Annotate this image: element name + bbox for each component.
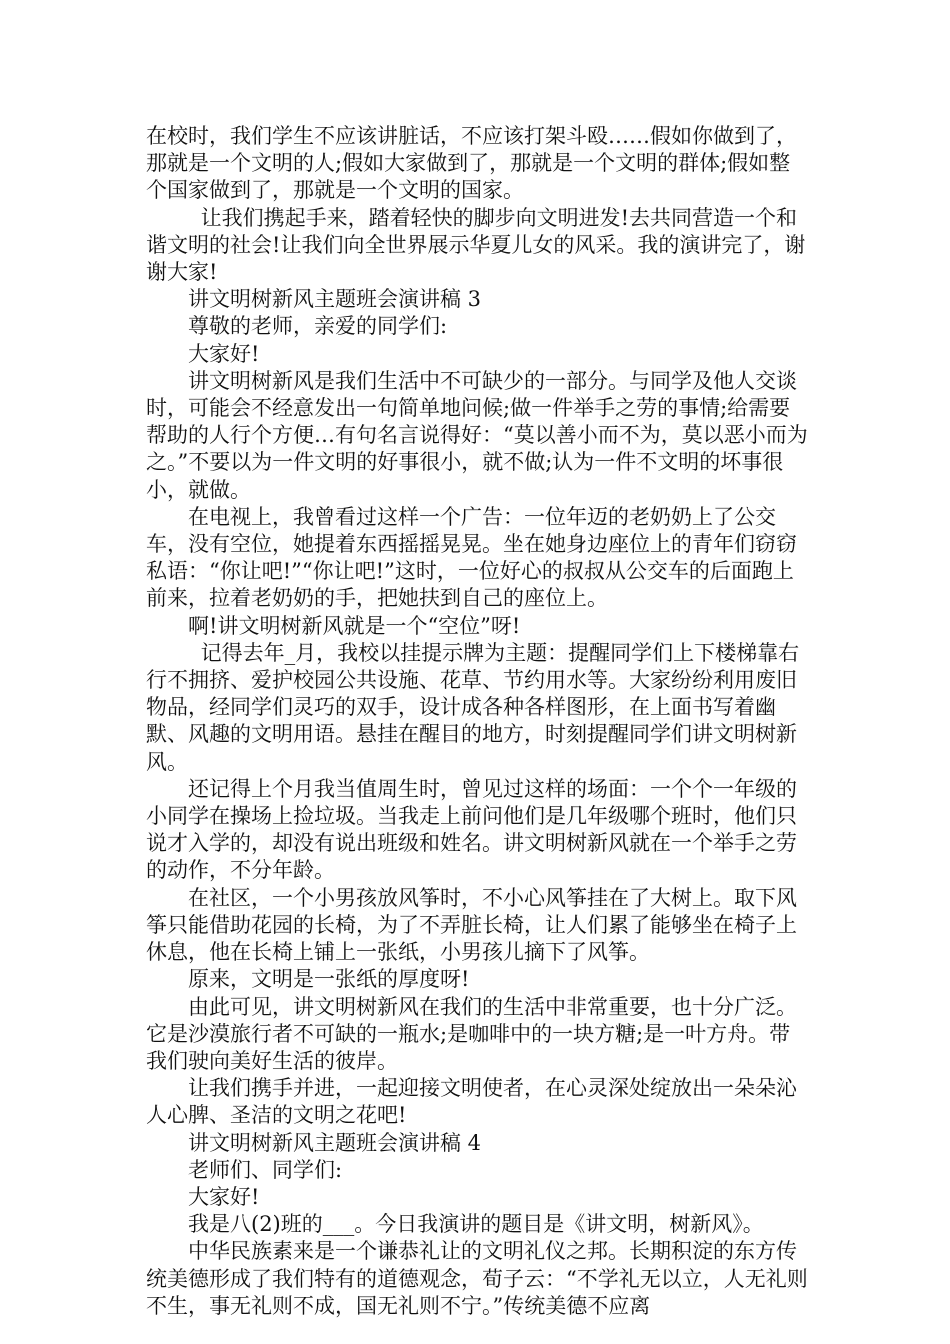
paragraph-3: 讲文明树新风是我们生活中不可缺少的一部分。与同学及他人交谈时，可能会不经意发出一句简单地问候;做一件举手之劳的事情;给需要帮助的人行个方便…有句名言说得好：“莫以善小而不为，莫以恶小而为之。”不要以为一件文明的好事很小，就不做;认为一件不文明的坏事很小，就做。 [146,368,808,502]
paragraph-12: 我是八(2)班的___。今日我演讲的题目是《讲文明，树新风》。 [188,1212,764,1237]
paragraph-4: 在电视上，我曾看过这样一个广告：一位年迈的老奶奶上了公交车，没有空位，她提着东西摇摇晃晃。坐在她身边座位上的青年们窃窃私语：“你让吧!”“你让吧!”这时，一位好心的叔叔从公交车的后面跑上前来，拉着老奶奶的手，把她扶到自己的座位上。 [146,504,797,611]
greeting-3: 大家好! [188,341,260,366]
section-heading-3: 讲文明树新风主题班会演讲稿 3 [188,287,482,312]
paragraph-8: 在社区，一个小男孩放风筝时，不小心风筝挂在了大树上。取下风筝只能借助花园的长椅，为了不弄脏长椅，让人们累了能够坐在椅子上休息，他在长椅上铺上一张纸，小男孩儿摘下了风筝。 [146,885,797,965]
paragraph-5: 啊!讲文明树新风就是一个“空位”呀! [188,613,521,638]
document-body [146,123,810,1320]
paragraph-7: 还记得上个月我当值周生时，曾见过这样的场面：一个个一年级的小同学在操场上捡垃圾。当我走上前问他们是几年级哪个班时，他们只说才入学的，却没有说出班级和姓名。讲文明树新风就在一个举手之劳的动作，不分年龄。 [146,776,797,883]
paragraph-1: 在校时，我们学生不应该讲脏话，不应该打架斗殴……假如你做到了，那就是一个文明的人;假如大家做到了，那就是一个文明的群体;假如整个国家做到了，那就是一个文明的国家。 [146,124,797,203]
salutation-4: 老师们、同学们: [188,1157,343,1182]
paragraph-10: 由此可见，讲文明树新风在我们的生活中非常重要，也十分广泛。它是沙漠旅行者不可缺的一瓶水;是咖啡中的一块方糖;是一叶方舟。带我们驶向美好生活的彼岸。 [146,994,797,1073]
salutation-3: 尊敬的老师，亲爱的同学们: [188,314,448,339]
paragraph-11: 让我们携手并进，一起迎接文明使者，在心灵深处绽放出一朵朵沁人心脾、圣洁的文明之花吧! [146,1076,797,1128]
greeting-4: 大家好! [188,1184,260,1209]
section-heading-4: 讲文明树新风主题班会演讲稿 4 [188,1130,482,1155]
paragraph-13: 中华民族素来是一个谦恭礼让的文明礼仪之邦。长期积淀的东方传统美德形成了我们特有的道德观念，荀子云：“不学礼无以立，人无礼则不生，事无礼则不成，国无礼则不宁。”传统美德不应离 [146,1239,808,1318]
paragraph-6: 记得去年_月，我校以挂提示牌为主题：提醒同学们上下楼梯靠右行不拥挤、爱护校园公共设施、花草、节约用水等。大家纷纷利用废旧物品，经同学们灵巧的双手，设计成各种各样图形，在上面书写着幽默、风趣的文明用语。悬挂在醒目的地方，时刻提醒同学们讲文明树新风。 [146,640,800,774]
paragraph-9: 原来，文明是一张纸的厚度呀! [188,967,470,992]
paragraph-2: 让我们携起手来，踏着轻快的脚步向文明进发!去共同营造一个和谐文明的社会!让我们向全世界展示华夏儿女的风采。我的演讲完了，谢谢大家! [146,205,806,285]
